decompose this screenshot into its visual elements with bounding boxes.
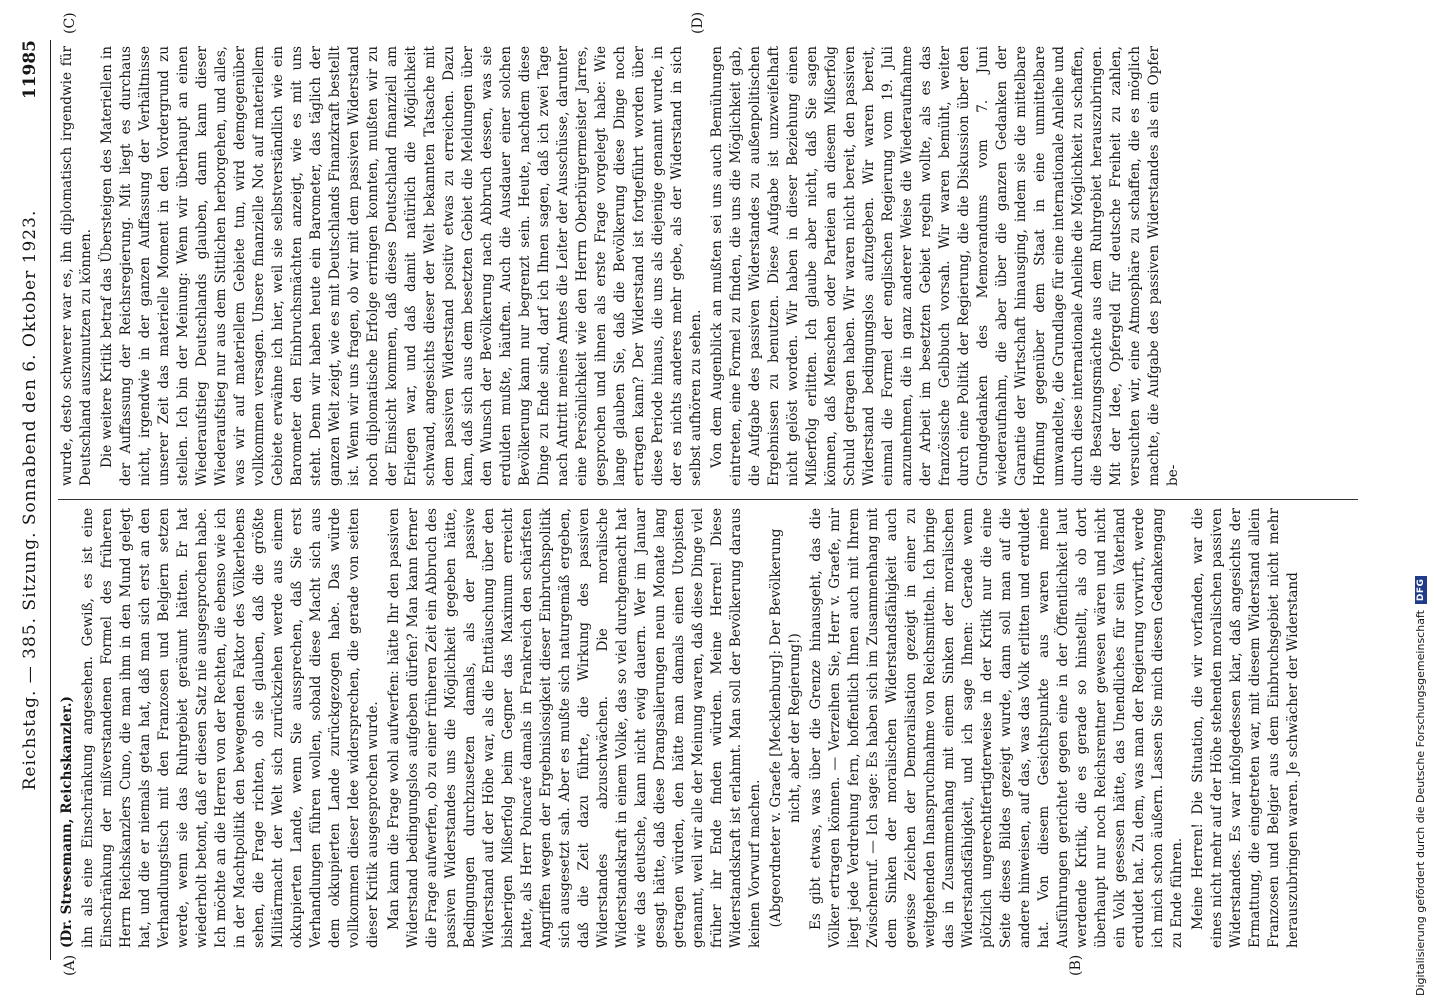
paragraph: Meine Herren! Die Situation, die wir vorfanden, war die eines nicht mehr auf der Höhe stehenden moralischen passiven Widerstandes. Es war infolgedessen klar, daß angesichts der Ermattung, die eingetreten war, mit diesem Widerstand allein Franzosen und Belgier aus dem Einbruchsgebiet nicht mehr herauszubringen waren. Je schwächer der Widerstand bbox=[1190, 508, 1301, 948]
paragraph: Die weitere Kritik betraf das Übersteigen des Materiellen in der Auffassung der Reichsregierung. Mit liegt es durchaus nicht, irgendwie in der ganzen Auffassung der Verhältnisse unserer Zeit das materielle Moment in den Vordergrund zu stellen. Ich bin der Meinung: Wenn wir überhaupt an einen Wiederaufstieg Deutschlands glauben, dann kann dieser Wiederaufstieg nur aus dem Sittlichen herborgehen, und alles, was wir auf materiellem Gebiete tun, wird demgegenüber vollkommen versagen. Unsere finanzielle Not auf materiellem Gebiete erwähne ich hier, weil sie selbstverständlich wie ein Barometer den Einbruchsmächten anzeigt, wie es mit uns steht. Denn wir haben heute ein Barometer, das täglich der ganzen Welt zeigt, wie es mit Deutschlands Finanzkraft bestellt ist. Wenn wir uns fragen, ob wir mit dem passiven Widerstand noch diplomatische Erfolge erringen konnten, mußten wir zu der Einsicht kommen, daß dieses Deutschland finanziell am Erliegen war, und daß damit natürlich die Möglichkeit schwand, angesichts dieser der Welt bekannten Tatsache mit dem passiven Widerstand positiv etwas zu erreichen. Dazu kam, daß sich aus dem besetzten Gebiet die Meldungen über den Wunsch der Bevölkerung nach Abbruch dessen, was sie erdulden mußte, häuften. Auch die Ausdauer einer solchen Bevölkerung kann nur begrenzt sein. Heute, nachdem diese Dinge zu Ende sind, darf ich Ihnen sagen, daß ich zwei Tage nach Antritt meines Amtes die Leiter der Ausschüsse, darunter eine Persönlichkeit wie den Herrn Oberbürgermeister Jarres, gesprochen und ihnen als erste Frage vorgelegt habe: Wie lange glauben Sie, daß die Bevölkerung diese Dinge noch ertragen kann? Der Widerstand ist fortgeführt worden über diese Periode hinaus, die uns als diejenige genannt wurde, in der es nichts anderes mehr gebe, als der Widerstand in sich selbst aufhören zu sehen. bbox=[99, 46, 704, 486]
margin-marker-d: (D) bbox=[690, 11, 706, 34]
paragraph: Von dem Augenblick an mußten sei uns auch Bemühungen eintreten, eine Formel zu finden, die uns die Möglichkeit gab, die Aufgabe des passiven Widerstandes zu außenpolitischen Ergebnissen zu benutzen. Diese Aufgabe ist unzweifelhaft nicht gelöst worden. Wir haben in dieser Beziehung einen Mißerfolg erlitten. Ich glaube aber nicht, daß Sie sagen können, daß Menschen oder Parteien an diesem Mißerfolg Schuld getragen haben. Wir waren nicht bereit, den passiven Widerstand bedingungslos aufzugeben. Wir waren bereit, einmal die Formel der englischen Regierung vom 19. Juli anzunehmen, die in ganz anderer Weise die Wiederaufnahme der Arbeit im besetzten Gebiet regeln wollte, als es das französische Gelbbuch vorsah. Wir waren bemüht, weiter durch eine Politik der Regierung, die die Diskussion über den Grundgedanken des Memorandums vom 7. Juni wiederaufnahm, die aber über die ganzen Gedanken der Garantie der Wirtschaft hinausging, indem sie die mittelbare Hoffnung gegenüber dem Staat in eine unmittelbare umwandelte, die Grundlage für eine internationale Anleihe und durch diese internationale Anleihe die Möglichkeit zu schaffen, die Besatzungsmächte aus dem Ruhrgebiet herauszubringen. Mit der Idee, Opfergeld für deutsche Freiheit zu zahlen, versuchten wir, eine Atmosphäre zu schaffen, die es möglich machte, die Aufgabe des passiven Widerstandes als ein Opfer be- bbox=[709, 46, 1181, 486]
paragraph: Es gibt etwas, was über die Grenze hinausgeht, das die Völker ertragen können. — Verzeihen Sie, Herr v. Graefe, mir liegt jede Verdrehung fern, hoffentlich Ihnen auch mit Ihrem Zwischenruf. — Ich sage: Es haben sich im Zusammenhang mit dem Sinken der moralischen Widerstandsfähigkeit auch gewisse Zeichen der Demoralisation gezeigt in einer zu weitgehenden Inanspruchnahme von Reichsmitteln. Ich bringe das in Zusammenhang mit einem Sinken der moralischen Widerstandsfähigkeit, und ich sage Ihnen: Gerade wenn plötzlich ungerechtfertigterweise in der Kritik nur die eine Seite dieses Bildes gezeigt wurde, dann soll man auf die andere hinweisen, auf das, was das Volk erlitten und erduldet hat. Von diesem Gesichtspunkte aus waren meine Ausführungen gerichtet gegen eine in der Öffentlichkeit laut werdende Kritik, die es gerade so hinstellt, als ob dort überhaupt nur noch Reichsrentner gewesen wären und nicht ein Volk gesessen hätte, das Unendliches für sein Vaterland erduldet hat. Zu dem, was man der Regierung vorwirft, werde ich mich schon äußern. Lassen Sie mich diesen Gedankengang zu Ende führen. bbox=[808, 508, 1185, 948]
right-column bbox=[58, 46, 1358, 486]
column-divider bbox=[58, 499, 1358, 500]
footer-text: Digitalisierung gefördert durch die Deutsche Forschungsgemeinschaft bbox=[1414, 610, 1427, 996]
margin-marker-a: (A) bbox=[62, 954, 78, 976]
interjection: (Abgeordneter v. Graefe [Mecklenburg]: Der Bevölkerung nicht, aber der Regierung!) bbox=[768, 528, 803, 928]
header-rule bbox=[50, 40, 51, 960]
dfg-logo: DFG bbox=[1415, 576, 1427, 605]
page-header bbox=[14, 40, 48, 960]
margin-marker-b: (B) bbox=[1068, 954, 1084, 976]
speaker-attribution: (Dr. Stresemann, Reichskanzler.) bbox=[59, 696, 75, 948]
paragraph: Man kann die Frage wohl aufwerfen: hätte Ihr den passiven Widerstand bedingungslos aufgeben dürfen? Man kann ferner die Frage aufwerfen, ob zu einer früheren Zeit ein Abbruch des passiven Widerstandes uns die Möglichkeit gegeben hätte, Bedingungen durchzusetzen damals, als der passive Widerstand auf der Höhe war, als die Enttäuschung über den bisherigen Mißerfolg beim Gegner das Maximum erreicht hatte, als Herr Poincaré damals in Frankreich den schärfsten Angriffen wegen der Ergebnislosigkeit dieser Einbruchspolitik sich ausgesetzt sah. Aber es mußte sich naturgemäß ergeben, daß die Zeit dazu führte, die Wirkung des passiven Widerstandes abzuschwächen. Die moralische Widerstandskraft in einem Volke, das so viel durchgemacht hat wie das deutsche, kann nicht ewig dauern. Wer im Januar gesagt hätte, daß diese Drangsalierungen neun Monate lang getragen würden, den hätte man damals einen Utopisten genannt, weil wir alle der Meinung waren, daß diese Dinge viel früher ihr Ende finden würden. Meine Herren! Diese Widerstandskraft ist erlahmt. Man soll der Bevölkerung daraus keinen Vorwurf machen. bbox=[386, 508, 763, 948]
page-number: 11985 bbox=[20, 40, 40, 100]
left-column bbox=[58, 508, 1358, 948]
paragraph: wurde, desto schwerer war es, ihn diplomatisch irgendwie für Deutschland auszunutzen zu können. bbox=[59, 46, 94, 486]
paragraph: ihn als eine Einschränkung angesehen. Gewiß, es ist eine Einschränkung der mißverstandenen Formel des früheren Herrn Reichskanzlers Cuno, die man ihm in den Mund gelegt hat, und die er niemals getan hat, daß man sich erst an den Verhandlungstisch mit den Franzosen und Belgiern setzen werde, wenn sie das Ruhrgebiet geräumt hätten. Er hat wiederholt betont, daß er diesen Satz nie ausgesprochen habe. Ich möchte an die Herren von der Rechten, die ebenso wie ich in der Machtpolitik den bewegenden Faktor des Völkerlebens sehen, die Frage richten, ob sie glauben, daß die größte Militärmacht der Welt sich zurückziehen werde aus einem okkupierten Lande, wenn Sie aussprechen, daß Sie erst Verhandlungen führen wollen, sobald diese Macht sich aus dem okkupierten Lande zurückgezogen habe. Das würde vollkommen dieser Idee widersprechen, die gerade von seiten dieser Kritik ausgesprochen wurde. bbox=[80, 508, 381, 948]
margin-marker-c: (C) bbox=[62, 12, 78, 34]
digitization-footer bbox=[1414, 0, 1427, 1000]
running-title: Reichstag. — 385. Sitzung. Sonnabend den 6. Oktober 1923. bbox=[20, 209, 40, 791]
